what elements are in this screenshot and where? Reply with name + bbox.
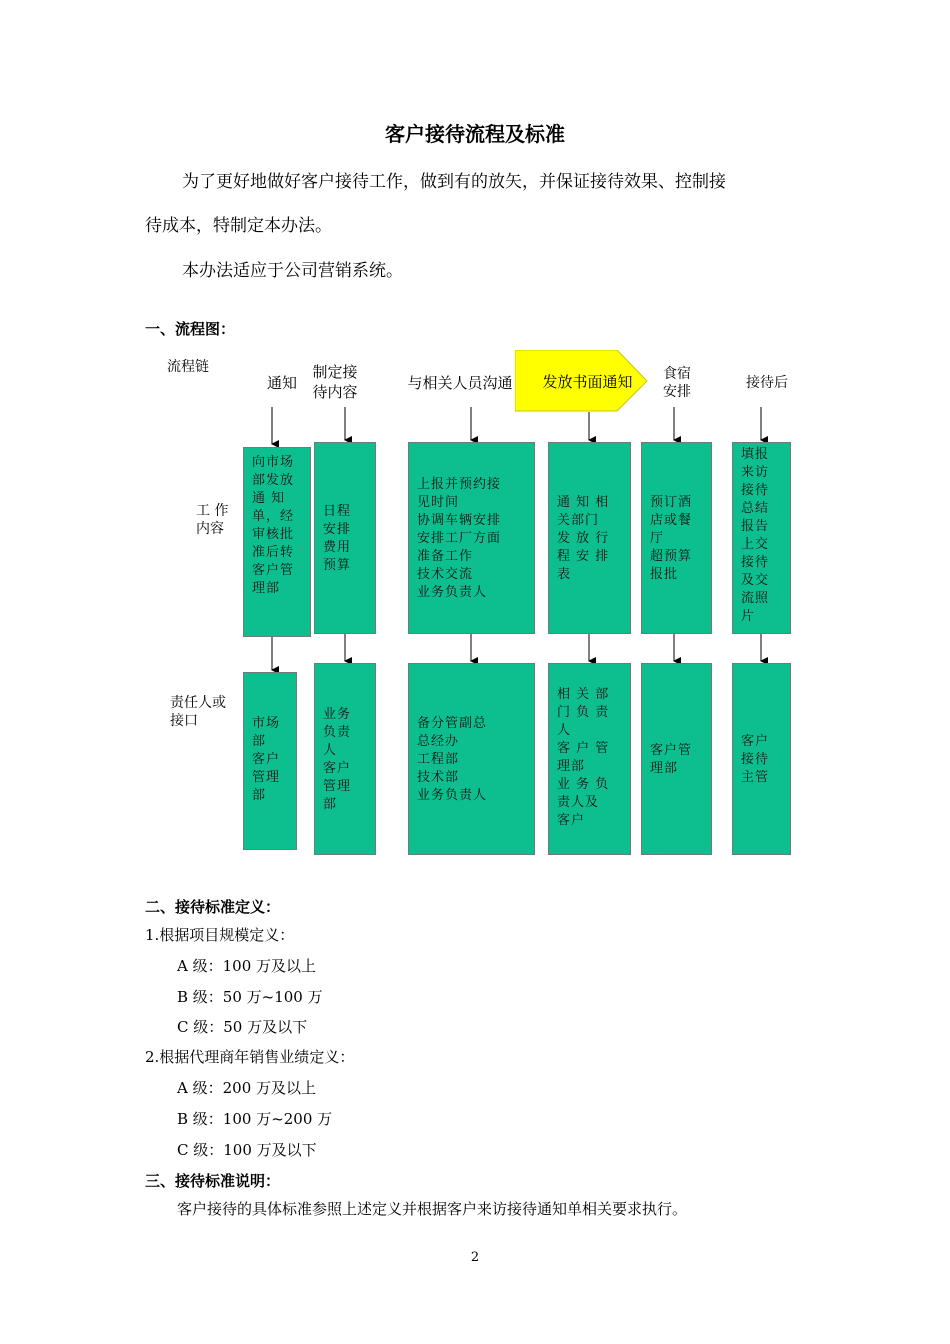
section3-heading: 三、接待标准说明： [145, 1172, 281, 1190]
work-box-communicate: 上报并预约接 见时间 协调车辆安排 安排工厂方面 准备工作 技术交流 业务负责人 [408, 442, 535, 634]
scale-level-c: C 级：50 万及以下 [177, 1018, 308, 1036]
work-box-notify: 向市场 部发放 通 知 单，经 审核批 准后转 客户管 理部 [243, 447, 311, 637]
section1-heading: 一、流程图： [145, 320, 236, 338]
owner-box-plan: 业务 负责 人 客户 管理 部 [314, 663, 376, 855]
row-label-owner: 责任人或 接口 [170, 695, 226, 729]
sales-level-b: B 级：100 万~200 万 [177, 1110, 333, 1128]
work-box-plan: 日程 安排 费用 预算 [314, 442, 376, 634]
intro-line-1: 为了更好地做好客户接待工作，做到有的放矢，并保证接待效果、控制接 [182, 172, 726, 192]
stage-plan: 制定接 待内容 [312, 363, 358, 401]
document-title: 客户接待流程及标准 [385, 122, 565, 146]
intro-line-3: 本办法适应于公司营销系统。 [182, 261, 403, 281]
sales-level-a: A 级：200 万及以上 [177, 1079, 316, 1097]
owner-box-after: 客户 接待 主管 [732, 663, 791, 855]
sales-level-c: C 级：100 万及以下 [177, 1141, 317, 1159]
scale-level-a: A 级：100 万及以上 [177, 957, 316, 975]
section2-heading: 二、接待标准定义： [145, 898, 281, 916]
owner-box-communicate: 备分管副总 总经办 工程部 技术部 业务负责人 [408, 663, 535, 855]
page-number: 2 [470, 1250, 480, 1265]
intro-line-2: 待成本，特制定本办法。 [145, 216, 332, 236]
owner-box-lodging: 客户管 理部 [641, 663, 712, 855]
owner-box-notify: 市场 部 客户 管理 部 [243, 672, 297, 850]
work-box-after: 填报 来访 接待 总结 报告 上交 接待 及交 流照 片 [732, 442, 791, 634]
stage-notify: 通知 [266, 374, 297, 392]
row-label-chain: 流程链 [167, 359, 209, 375]
work-box-lodging: 预订酒 店或餐 厅 超预算 报批 [641, 442, 712, 634]
section3-text: 客户接待的具体标准参照上述定义并根据客户来访接待通知单相关要求执行。 [177, 1200, 688, 1218]
stage-lodging: 食宿 安排 [663, 366, 691, 400]
work-box-written-notice: 通 知 相 关部门 发 放 行 程 安 排 表 [548, 442, 631, 634]
row-label-work: 工 作 内容 [196, 503, 229, 537]
section2-sub1-title: 1.根据项目规模定义： [145, 926, 295, 944]
stage-after: 接待后 [746, 375, 788, 391]
stage-communicate: 与相关人员沟通 [407, 374, 513, 392]
scale-level-b: B 级：50 万~100 万 [177, 988, 323, 1006]
stage-written-notice: 发放书面通知 [542, 373, 633, 391]
owner-box-written-notice: 相 关 部 门 负 责 人 客 户 管 理部 业 务 负 责人及 客户 [548, 663, 631, 855]
section2-sub2-title: 2.根据代理商年销售业绩定义： [145, 1048, 355, 1066]
